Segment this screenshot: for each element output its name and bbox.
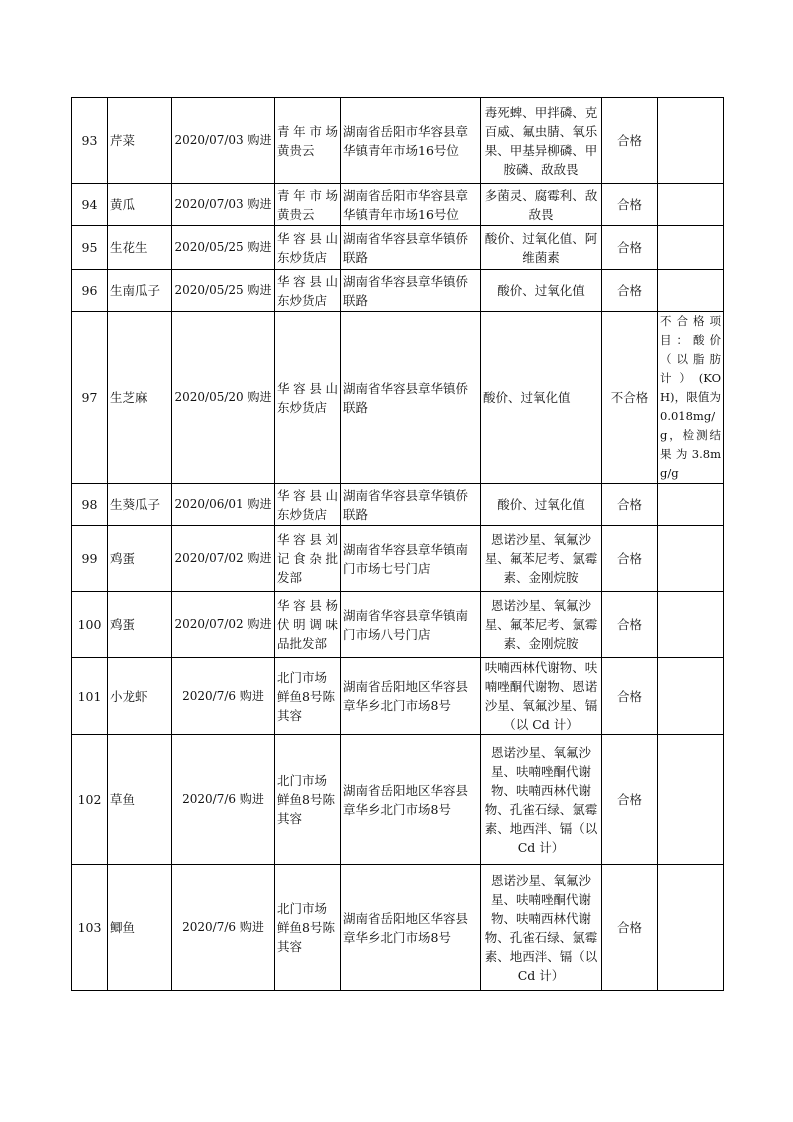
seller-address: 湖南省华容县章华镇侨联路 xyxy=(341,312,481,484)
row-number: 99 xyxy=(72,526,108,592)
test-items: 恩诺沙星、氧氟沙星、呋喃唑酮代谢物、呋喃西林代谢物、孔雀石绿、氯霉素、地西泮、镉（以 Cd 计） xyxy=(481,735,602,865)
seller-name: 北门市场鲜鱼8号陈其容 xyxy=(275,658,341,735)
row-number: 96 xyxy=(72,270,108,312)
seller-address: 湖南省岳阳地区华容县章华乡北门市场8号 xyxy=(341,735,481,865)
row-number: 98 xyxy=(72,484,108,526)
test-items: 酸价、过氧化值 xyxy=(481,484,602,526)
seller-address: 湖南省岳阳市华容县章华镇青年市场16号位 xyxy=(341,98,481,184)
product-name: 鲫鱼 xyxy=(108,865,172,991)
test-result: 合格 xyxy=(602,865,658,991)
test-items: 恩诺沙星、氧氟沙星、氟苯尼考、氯霉素、金刚烷胺 xyxy=(481,526,602,592)
seller-name: 华容县山东炒货店 xyxy=(275,312,341,484)
remark: 不合格项目：酸价（以脂肪计）(KOH)，限值为0.018mg/g，检测结果为3.8mg/g xyxy=(658,312,724,484)
remark xyxy=(658,865,724,991)
remark xyxy=(658,270,724,312)
table-row xyxy=(72,735,724,865)
test-items: 呋喃西林代谢物、呋喃唑酮代谢物、恩诺沙星、氧氟沙星、镉（以 Cd 计） xyxy=(481,658,602,735)
table-row xyxy=(72,865,724,991)
test-result: 合格 xyxy=(602,226,658,270)
test-result: 合格 xyxy=(602,526,658,592)
inspection-results-table xyxy=(71,97,724,991)
test-result: 合格 xyxy=(602,735,658,865)
purchase-date: 2020/06/01 购进 xyxy=(172,484,275,526)
table-row xyxy=(72,226,724,270)
test-items: 酸价、过氧化值、阿维菌素 xyxy=(481,226,602,270)
seller-address: 湖南省岳阳地区华容县章华乡北门市场8号 xyxy=(341,865,481,991)
seller-address: 湖南省华容县章华镇侨联路 xyxy=(341,270,481,312)
purchase-date: 2020/05/25 购进 xyxy=(172,226,275,270)
test-items: 毒死蜱、甲拌磷、克百威、氟虫腈、氧乐果、甲基异柳磷、甲胺磷、敌敌畏 xyxy=(481,98,602,184)
remark xyxy=(658,526,724,592)
row-number: 101 xyxy=(72,658,108,735)
table-row xyxy=(72,526,724,592)
table-row xyxy=(72,312,724,484)
seller-name: 青年市场黄贵云 xyxy=(275,184,341,226)
purchase-date: 2020/07/02 购进 xyxy=(172,526,275,592)
seller-address: 湖南省岳阳地区华容县章华乡北门市场8号 xyxy=(341,658,481,735)
remark xyxy=(658,658,724,735)
table-row xyxy=(72,98,724,184)
seller-address: 湖南省华容县章华镇侨联路 xyxy=(341,226,481,270)
test-items: 酸价、过氧化值 xyxy=(481,270,602,312)
test-items: 多菌灵、腐霉利、敌敌畏 xyxy=(481,184,602,226)
seller-address: 湖南省华容县章华镇南门市场七号门店 xyxy=(341,526,481,592)
test-items: 酸价、过氧化值 xyxy=(481,312,602,484)
product-name: 小龙虾 xyxy=(108,658,172,735)
seller-name: 华容县山东炒货店 xyxy=(275,226,341,270)
purchase-date: 2020/05/20 购进 xyxy=(172,312,275,484)
seller-name: 华容县刘记食杂批发部 xyxy=(275,526,341,592)
product-name: 草鱼 xyxy=(108,735,172,865)
product-name: 芹菜 xyxy=(108,98,172,184)
seller-name: 华容县山东炒货店 xyxy=(275,270,341,312)
remark xyxy=(658,484,724,526)
test-result: 合格 xyxy=(602,98,658,184)
product-name: 生芝麻 xyxy=(108,312,172,484)
purchase-date: 2020/7/6 购进 xyxy=(172,865,275,991)
product-name: 鸡蛋 xyxy=(108,526,172,592)
row-number: 100 xyxy=(72,592,108,658)
remark xyxy=(658,98,724,184)
test-items: 恩诺沙星、氧氟沙星、呋喃唑酮代谢物、呋喃西林代谢物、孔雀石绿、氯霉素、地西泮、镉（以 Cd 计） xyxy=(481,865,602,991)
purchase-date: 2020/07/02 购进 xyxy=(172,592,275,658)
test-result: 合格 xyxy=(602,658,658,735)
table-row xyxy=(72,658,724,735)
product-name: 黄瓜 xyxy=(108,184,172,226)
seller-name: 华容县山东炒货店 xyxy=(275,484,341,526)
product-name: 生葵瓜子 xyxy=(108,484,172,526)
product-name: 生花生 xyxy=(108,226,172,270)
product-name: 鸡蛋 xyxy=(108,592,172,658)
row-number: 103 xyxy=(72,865,108,991)
seller-address: 湖南省华容县章华镇南门市场八号门店 xyxy=(341,592,481,658)
row-number: 97 xyxy=(72,312,108,484)
test-result: 合格 xyxy=(602,592,658,658)
remark xyxy=(658,226,724,270)
seller-name: 华容县杨伏明调味品批发部 xyxy=(275,592,341,658)
remark xyxy=(658,735,724,865)
remark xyxy=(658,592,724,658)
table-row xyxy=(72,184,724,226)
row-number: 102 xyxy=(72,735,108,865)
seller-address: 湖南省岳阳市华容县章华镇青年市场16号位 xyxy=(341,184,481,226)
test-result: 合格 xyxy=(602,270,658,312)
test-result: 不合格 xyxy=(602,312,658,484)
table-row xyxy=(72,592,724,658)
test-result: 合格 xyxy=(602,484,658,526)
purchase-date: 2020/05/25 购进 xyxy=(172,270,275,312)
purchase-date: 2020/7/6 购进 xyxy=(172,735,275,865)
row-number: 94 xyxy=(72,184,108,226)
remark xyxy=(658,184,724,226)
purchase-date: 2020/07/03 购进 xyxy=(172,184,275,226)
row-number: 93 xyxy=(72,98,108,184)
seller-name: 青年市场黄贵云 xyxy=(275,98,341,184)
table-row xyxy=(72,484,724,526)
seller-name: 北门市场鲜鱼8号陈其容 xyxy=(275,865,341,991)
purchase-date: 2020/07/03 购进 xyxy=(172,98,275,184)
table-row xyxy=(72,270,724,312)
test-items: 恩诺沙星、氧氟沙星、氟苯尼考、氯霉素、金刚烷胺 xyxy=(481,592,602,658)
seller-name: 北门市场鲜鱼8号陈其容 xyxy=(275,735,341,865)
purchase-date: 2020/7/6 购进 xyxy=(172,658,275,735)
product-name: 生南瓜子 xyxy=(108,270,172,312)
row-number: 95 xyxy=(72,226,108,270)
seller-address: 湖南省华容县章华镇侨联路 xyxy=(341,484,481,526)
test-result: 合格 xyxy=(602,184,658,226)
